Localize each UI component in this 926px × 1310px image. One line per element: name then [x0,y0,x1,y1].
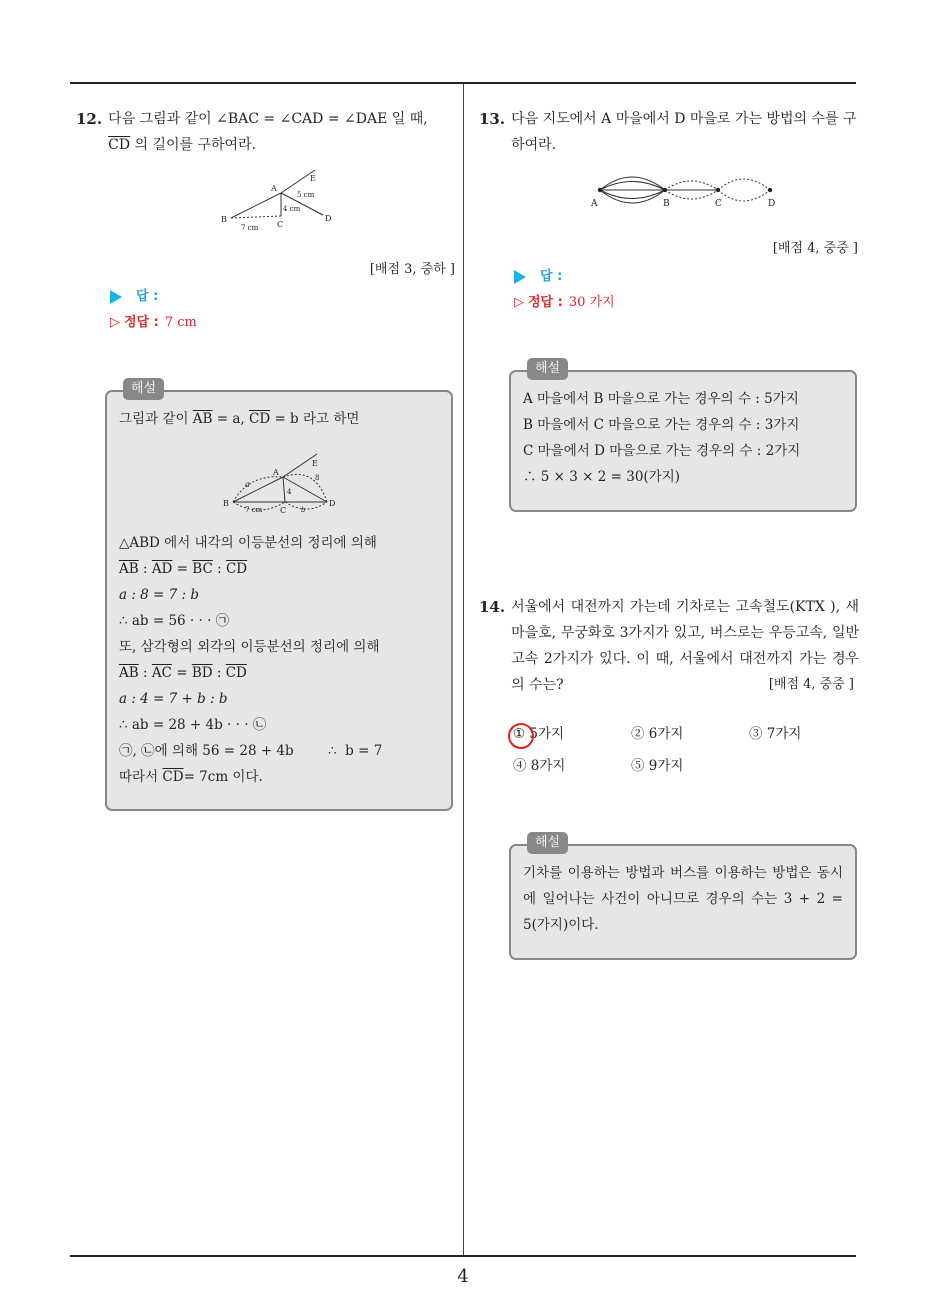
village-b [663,188,667,192]
label-a: A [273,468,279,477]
label-e: E [310,174,316,183]
question-12 [76,106,456,158]
question-text-line [108,132,456,158]
label-e: E [312,459,318,468]
label-b: B [663,199,670,209]
road-cd [718,190,770,201]
operator: : [212,665,226,681]
label-bc: 7 cm [241,224,259,232]
segment-ab: $\overline{AB}$ [192,411,213,427]
road-ab [600,177,665,190]
segment: $\overline{BC}$ [192,561,213,577]
choice-label: 6가지 [648,726,684,742]
solution-tag: 해설 [527,832,568,854]
triangle-outline-icon: ▷ [110,315,120,330]
question-number: 12. [76,110,103,128]
road-bc [665,181,718,190]
column-divider [463,84,464,1256]
sol-final-a: 따라서 [119,769,163,785]
segment-cd: $\overline{CD}$ [162,769,184,785]
solution-tag: 해설 [527,358,568,380]
sol-line: ∴ 5 × 3 × 2 = 30(가지) [523,469,681,485]
segment: $\overline{CD}$ [225,665,247,681]
choice-1[interactable] [513,722,631,742]
label-ad: 5 cm [297,191,315,199]
choice-mark: ③ [749,726,763,742]
q13-meta: [배점 4, 중중 ] [772,241,858,256]
question-13 [479,106,859,158]
road-cd [718,179,770,190]
segment-ba [233,477,283,502]
sol-line: a : 8 = 7 : b [119,587,200,603]
correct-value: 7 cm [164,315,197,330]
q12-solution-figure [119,432,441,514]
choice-label: 5가지 [529,726,565,742]
segment: $\overline{AB}$ [119,665,139,681]
answer-row [514,264,814,290]
operator: = [172,561,193,577]
label-b: B [221,215,227,224]
choice-4[interactable] [513,754,631,774]
q13-map [585,168,785,212]
page-number: 4 [457,1266,469,1287]
q12-solution-box [105,381,453,811]
q14-solution-box [509,835,857,960]
choice-3[interactable] [749,722,867,742]
sol-line: ㉠, ㉡에 의해 56 = 28 + 4b ∴ b = 7 [119,743,383,759]
play-icon [110,290,122,304]
label-d: D [768,199,776,209]
segment-cd: $\overline{CD}$ [108,137,131,153]
road-ab [600,190,665,203]
correct-value: 30 가지 [568,295,615,310]
sol-line: A 마을에서 B 마을으로 가는 경우의 수 : 5가지 [523,391,799,407]
choice-mark: ② [631,726,645,742]
sol-intro-b: = a, [212,411,249,427]
operator: : [138,561,152,577]
operator: = [171,665,192,681]
correct-label: 정답 : [124,315,159,330]
label-a: A [591,199,598,209]
arc-b [285,502,327,509]
bottom-rule [70,1255,856,1257]
choice-2[interactable] [631,722,749,742]
segment: $\overline{AD}$ [151,561,173,577]
answer-row [110,284,410,310]
label-ac: 4 cm [283,205,301,213]
label-c: C [280,506,287,514]
choice-label: 7가지 [766,726,802,742]
question-text-rest: 의 길이를 구하여라. [130,137,257,153]
play-icon [514,270,526,284]
question-number: 13. [479,110,506,128]
sol-final-b: = 7cm 이다. [183,769,263,785]
question-number: 14. [479,598,506,616]
sol-line: a : 4 = 7 + b : b [119,691,228,707]
segment: $\overline{CD}$ [225,561,248,577]
sol-line: ∴ ab = 56 · · · ㉠ [119,613,230,629]
operator: : [138,665,152,681]
solution-tag: 해설 [123,378,164,400]
choice-marker [513,726,525,742]
choice-5[interactable] [631,754,749,774]
question-text [108,106,456,158]
answer-label: 답 : [136,289,159,304]
q14-meta: [배점 4, 중중 ] [768,677,854,692]
choice-label: 9가지 [648,758,684,774]
segment-bc [231,216,281,218]
ratio-line-1 [119,556,439,582]
q12-answer [110,284,410,336]
correct-answer-row [514,290,814,316]
village-a [598,188,602,192]
q13-solution-box [509,361,857,512]
correct-label: 정답 : [528,295,563,310]
segment-ba [231,193,281,218]
operator: : [212,561,226,577]
choice-mark: ④ [513,758,527,774]
question-text: 다음 지도에서 A 마을에서 D 마을로 가는 방법의 수를 구하여라. [511,111,857,153]
choice-mark: ⑤ [631,758,645,774]
sol-line: B 마을에서 C 마을으로 가는 경우의 수 : 3가지 [523,417,800,433]
segment-ac [283,477,285,502]
sol-intro [119,406,439,432]
triangle-outline-icon: ▷ [514,295,524,310]
label-c: C [715,199,722,209]
label-d: D [325,214,332,223]
segment: $\overline{BD}$ [191,665,213,681]
q14-choices [513,722,867,774]
sol-text: 기차를 이용하는 방법과 버스를 이용하는 방법은 동시에 일어나는 사건이 아니므로 경우의 수는 3 + 2 = 5(가지)이다. [523,865,843,933]
sol-intro-a: 그림과 같이 [119,411,193,427]
selected-circle-icon [508,723,534,749]
q13-answer [514,264,814,316]
choice-label: 8가지 [530,758,566,774]
village-d [768,188,772,192]
sol-line: △ABD 에서 내각의 이등분선의 정리에 의해 [119,535,377,551]
correct-answer-row [110,310,410,336]
sol-line: C 마을에서 D 마을으로 가는 경우의 수 : 2가지 [523,443,801,459]
q12-figure [215,165,340,235]
sol-final-line [119,764,439,790]
sol-line: ∴ ab = 28 + 4b · · · ㉡ [119,717,267,733]
segment-cd: $\overline{CD}$ [249,411,271,427]
ratio-line-2 [119,660,439,686]
label-c: C [277,220,284,229]
village-c [716,188,720,192]
label-sol-a: a [245,480,250,489]
label-sol-7: 7 cm [245,506,263,514]
question-text-line: 다음 그림과 같이 ∠BAC = ∠CAD = ∠DAE 일 때, [108,111,428,127]
label-b: B [223,499,229,508]
choice-mark: ① [513,726,526,742]
label-a: A [271,184,277,193]
answer-label: 답 : [540,269,563,284]
question-text: 서울에서 대전까지 가는데 기차로는 고속철도(KTX ), 새마을호, 무궁화호 3가지가 있고, 버스로는 우등고속, 일반고속 2가지가 있다. 이 때, 서울에서 대전까지 가는 경우의 수는? [511,599,859,693]
road-bc [665,190,718,199]
segment: $\overline{AC}$ [151,665,172,681]
label-sol-8: 8 [315,474,320,482]
label-sol-4: 4 [287,488,292,496]
sol-intro-c: = b 라고 하면 [270,411,360,427]
q12-meta: [배점 3, 중하 ] [369,262,455,277]
label-sol-b: b [301,506,306,514]
label-d: D [329,499,336,508]
sol-line: 또, 삼각형의 외각의 이등분선의 정리에 의해 [119,639,380,655]
segment: $\overline{AB}$ [119,561,139,577]
